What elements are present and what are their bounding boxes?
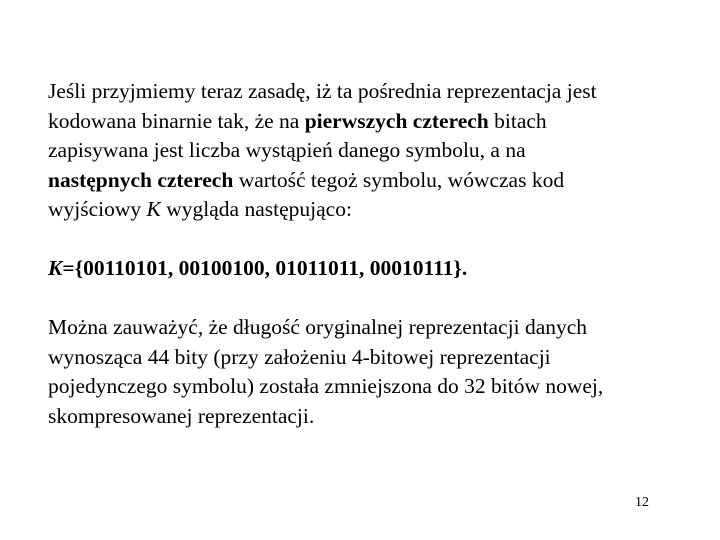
text-run: kodowana binarnie tak, że na xyxy=(48,108,305,133)
paragraph-encoding-rule xyxy=(48,77,688,225)
text-line xyxy=(48,107,688,137)
formula-line xyxy=(48,254,688,284)
formula-variable: K xyxy=(48,256,63,280)
page-number: 12 xyxy=(635,495,649,510)
text-line: pojedynczego symbolu) została zmniejszona do 32 bitów nowej, xyxy=(48,374,604,398)
text-line: Można zauważyć, że długość oryginalnej reprezentacji danych xyxy=(48,315,588,339)
paragraph-compression-note xyxy=(48,313,688,431)
text-run: wygląda następująco: xyxy=(160,197,352,221)
text-line: Jeśli przyjmiemy teraz zasadę, iż ta pośrednia reprezentacja jest xyxy=(48,79,597,103)
formula-output-code xyxy=(48,254,688,284)
text-line xyxy=(48,166,688,196)
text-line: zapisywana jest liczba wystąpień danego symbolu, a na xyxy=(48,138,526,162)
text-run: wyjściowy xyxy=(48,197,147,221)
emphasis-next-four: następnych czterech xyxy=(48,167,234,192)
formula-value: ={00110101, 00100100, 01011011, 00010111}. xyxy=(62,256,468,280)
text-run: bitach xyxy=(488,108,547,133)
variable-k: K xyxy=(146,197,161,221)
emphasis-first-four: pierwszych czterech xyxy=(304,108,489,133)
text-run: wartość tegoż symbolu, wówczas kod xyxy=(233,167,565,192)
text-line: wynosząca 44 bity (przy założeniu 4-bitowej reprezentacji xyxy=(48,344,551,369)
paragraph-spacer xyxy=(48,284,688,314)
text-line: skompresowanej reprezentacji. xyxy=(48,403,315,428)
paragraph-spacer xyxy=(48,225,688,255)
slide-body xyxy=(48,77,688,431)
text-line xyxy=(48,195,688,225)
